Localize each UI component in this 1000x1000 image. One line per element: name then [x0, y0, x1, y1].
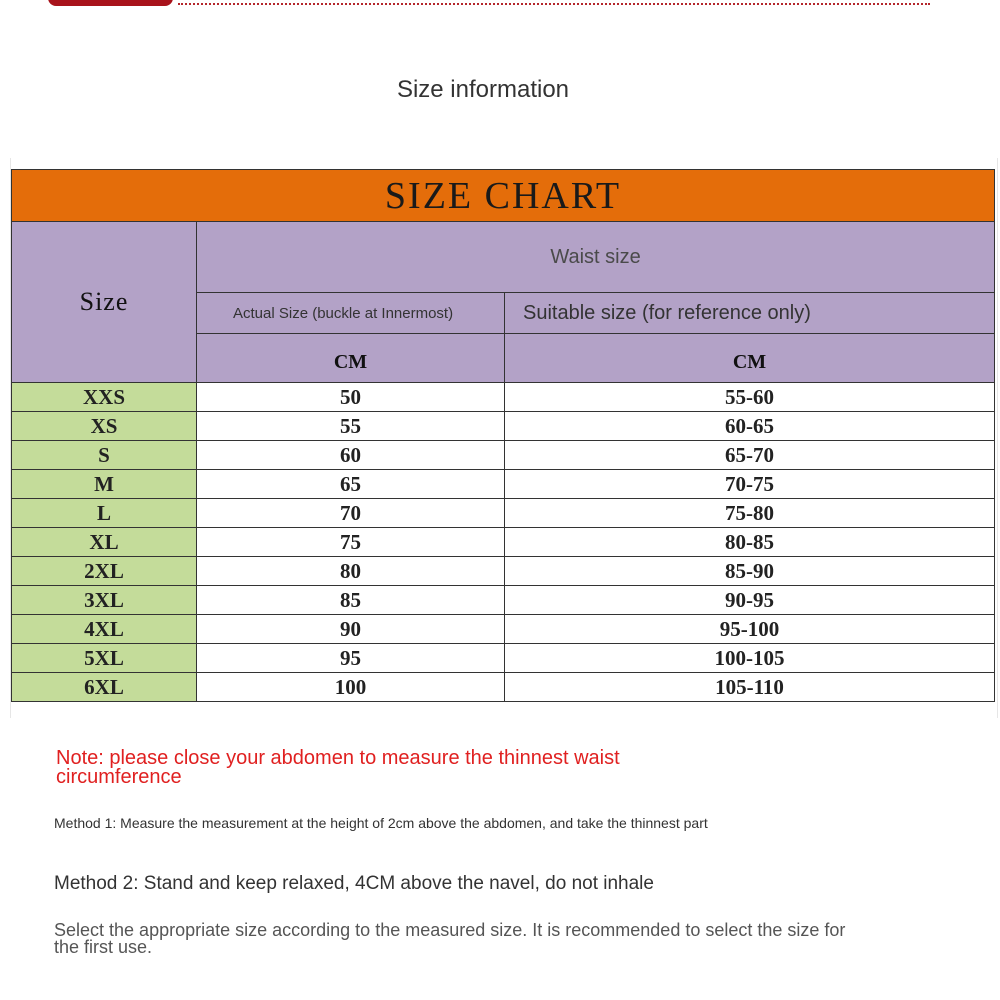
size-selection-advice: Select the appropriate size according to the measured size. It is recommended to select the size for the first use. — [54, 920, 846, 957]
table-row — [12, 470, 995, 499]
table-row — [12, 557, 995, 586]
actual-size-cell: 100 — [197, 673, 505, 702]
actual-size-cell: 75 — [197, 528, 505, 557]
method-1-text: Method 1: Measure the measurement at the height of 2cm above the abdomen, and take the thinnest part — [54, 815, 708, 831]
top-banner-tab — [48, 0, 173, 6]
actual-size-cell: 50 — [197, 383, 505, 412]
actual-size-header: Actual Size (buckle at Innermost) — [197, 293, 505, 334]
suitable-size-cell: 65-70 — [505, 441, 995, 470]
waist-size-header: Waist size — [197, 222, 995, 293]
suitable-size-cell: 95-100 — [505, 615, 995, 644]
table-row — [12, 383, 995, 412]
size-column-header: Size — [12, 222, 197, 383]
size-cell: XS — [12, 412, 197, 441]
suitable-size-cell: 100-105 — [505, 644, 995, 673]
actual-size-cell: 80 — [197, 557, 505, 586]
suitable-size-header: Suitable size (for reference only) — [505, 293, 995, 334]
size-cell: XL — [12, 528, 197, 557]
top-dotted-divider — [178, 3, 930, 5]
table-row — [12, 586, 995, 615]
suitable-unit-label: CM — [505, 334, 995, 383]
measurement-note: Note: please close your abdomen to measure the thinnest waist circumference — [56, 747, 620, 788]
actual-size-cell: 90 — [197, 615, 505, 644]
size-cell: M — [12, 470, 197, 499]
size-cell: S — [12, 441, 197, 470]
header-row-waist — [12, 222, 995, 293]
table-row — [12, 441, 995, 470]
suitable-size-cell: 105-110 — [505, 673, 995, 702]
chart-title-row — [12, 170, 995, 222]
table-row — [12, 615, 995, 644]
actual-size-cell: 60 — [197, 441, 505, 470]
page-title: Size information — [396, 76, 570, 103]
actual-unit-label: CM — [197, 334, 505, 383]
size-cell: 3XL — [12, 586, 197, 615]
suitable-size-cell: 60-65 — [505, 412, 995, 441]
chart-title: SIZE CHART — [12, 170, 995, 222]
table-row — [12, 499, 995, 528]
table-row — [12, 412, 995, 441]
actual-size-cell: 95 — [197, 644, 505, 673]
suitable-size-cell: 70-75 — [505, 470, 995, 499]
size-chart-table — [11, 169, 995, 702]
actual-size-cell: 65 — [197, 470, 505, 499]
suitable-size-cell: 80-85 — [505, 528, 995, 557]
suitable-size-cell: 55-60 — [505, 383, 995, 412]
suitable-size-cell: 90-95 — [505, 586, 995, 615]
suitable-size-cell: 75-80 — [505, 499, 995, 528]
actual-size-cell: 55 — [197, 412, 505, 441]
actual-size-cell: 70 — [197, 499, 505, 528]
method-2-text: Method 2: Stand and keep relaxed, 4CM above the navel, do not inhale — [54, 873, 654, 894]
suitable-size-cell: 85-90 — [505, 557, 995, 586]
table-row — [12, 673, 995, 702]
actual-size-cell: 85 — [197, 586, 505, 615]
size-cell: 5XL — [12, 644, 197, 673]
table-row — [12, 528, 995, 557]
size-cell: 2XL — [12, 557, 197, 586]
size-cell: 6XL — [12, 673, 197, 702]
table-row — [12, 644, 995, 673]
size-cell: XXS — [12, 383, 197, 412]
size-cell: L — [12, 499, 197, 528]
size-cell: 4XL — [12, 615, 197, 644]
